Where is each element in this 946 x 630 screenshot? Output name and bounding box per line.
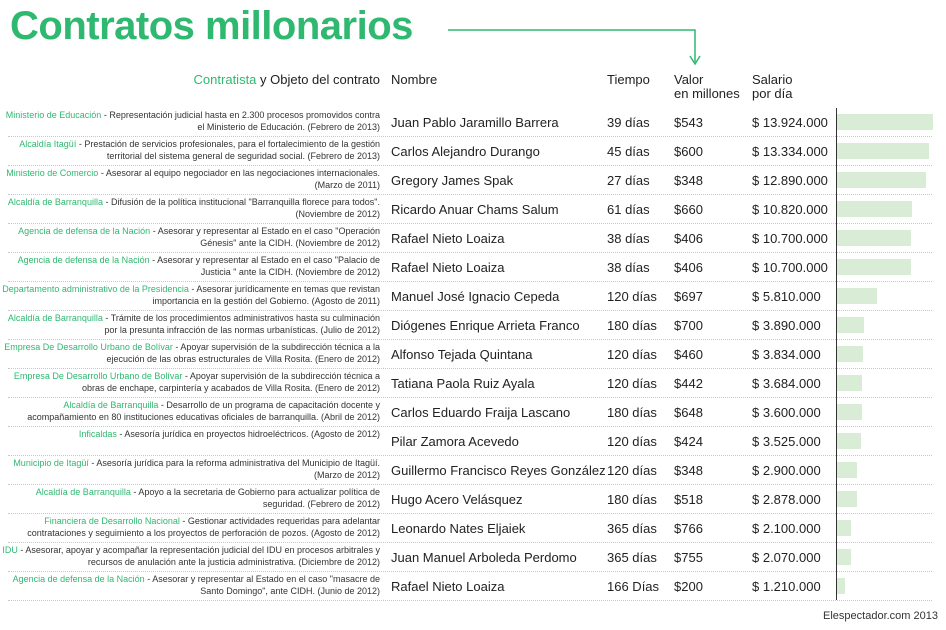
table-row	[0, 195, 946, 224]
contractor-entity: Alcaldía de Barranquilla	[63, 400, 159, 410]
contract-object: - Asesorar y representar al Estado en el caso "Palacio de Justicia " ante la CIDH. (Noviembre de 2012)	[149, 255, 380, 277]
header-nombre: Nombre	[391, 72, 438, 87]
daily-salary: $ 2.070.000	[752, 550, 821, 565]
daily-salary: $ 2.878.000	[752, 492, 821, 507]
contract-duration: 180 días	[607, 318, 657, 333]
row-divider	[8, 600, 932, 601]
contractor-name: Rafael Nieto Loaiza	[391, 260, 505, 275]
header-tiempo: Tiempo	[607, 72, 650, 87]
contractor-entity: Empresa De Desarrollo Urbano de Bolívar	[4, 342, 173, 352]
contractor-entity: Agencia de defensa de la Nación	[18, 226, 151, 236]
salary-bar	[837, 172, 926, 188]
header-salario: Salario por día	[752, 72, 793, 101]
contract-value: $648	[674, 405, 703, 420]
table-row	[0, 108, 946, 137]
contract-duration: 45 días	[607, 144, 650, 159]
salary-bar	[837, 578, 845, 594]
contract-description	[0, 399, 380, 423]
contract-duration: 120 días	[607, 434, 657, 449]
salary-bar	[837, 491, 857, 507]
contractor-name: Carlos Eduardo Fraija Lascano	[391, 405, 571, 420]
daily-salary: $ 3.890.000	[752, 318, 821, 333]
contract-value: $518	[674, 492, 703, 507]
contractor-name: Ricardo Anuar Chams Salum	[391, 202, 559, 217]
header-objeto: y Objeto del contrato	[256, 72, 380, 87]
contract-object: - Asesorar al equipo negociador en las negociaciones internacionales. (Marzo de 2011)	[98, 168, 380, 190]
contract-description	[0, 196, 380, 220]
contractor-name: Juan Pablo Jaramillo Barrera	[391, 115, 559, 130]
contract-object: - Difusión de la política institucional "Barranquilla florece para todos". (Noviembre de 2012)	[102, 197, 380, 219]
daily-salary: $ 3.684.000	[752, 376, 821, 391]
contract-value: $348	[674, 173, 703, 188]
contract-description	[0, 573, 380, 597]
contract-object: - Asesorar y representar al Estado en el caso "Operación Génesis" ante la CIDH. (Noviembre de 2012)	[150, 226, 380, 248]
daily-salary: $ 13.334.000	[752, 144, 828, 159]
contract-object: - Asesoría jurídica para la reforma administrativa del Municipio de Itagüí. (Marzo de 2012)	[88, 458, 380, 480]
contractor-name: Guillermo Francisco Reyes González	[391, 463, 606, 478]
contract-duration: 166 Días	[607, 579, 660, 594]
contractor-name: Rafael Nieto Loaiza	[391, 579, 505, 594]
contract-duration: 365 días	[607, 521, 657, 536]
contract-value: $766	[674, 521, 703, 536]
contract-object: - Trámite de los procedimientos administrativos hasta su culminación por la presunta infracción de las normas urbanísticas. (Julio de 2012)	[102, 313, 380, 335]
contractor-entity: Agencia de defensa de la Nación	[12, 574, 145, 584]
contract-duration: 180 días	[607, 492, 657, 507]
table-row	[0, 166, 946, 195]
contract-object: - Apoyar supervisión de la subdirección técnica a obras de enchape, carpintería y acabados de Villa Rosita. (Enero de 2012)	[81, 371, 380, 393]
table-row	[0, 572, 946, 601]
table-row	[0, 137, 946, 166]
contract-object: - Apoyo a la secretaria de Gobierno para actualizar política de seguridad. (Febrero de 2012)	[130, 487, 380, 509]
salary-bar	[837, 143, 929, 159]
contract-duration: 365 días	[607, 550, 657, 565]
contract-value: $755	[674, 550, 703, 565]
salary-bar	[837, 462, 857, 478]
contractor-name: Leonardo Nates Eljaiek	[391, 521, 526, 536]
contract-value: $660	[674, 202, 703, 217]
contractor-name: Manuel José Ignacio Cepeda	[391, 289, 560, 304]
contractor-entity: Alcaldía Itagüí	[19, 139, 77, 149]
contract-duration: 120 días	[607, 376, 657, 391]
contract-value: $460	[674, 347, 703, 362]
contractor-entity: Municipio de Itagüí	[13, 458, 89, 468]
salary-bar	[837, 549, 851, 565]
table-row	[0, 485, 946, 514]
contract-duration: 120 días	[607, 463, 657, 478]
contract-description	[0, 254, 380, 278]
salary-bar	[837, 114, 933, 130]
salary-bar	[837, 317, 864, 333]
contract-duration: 38 días	[607, 231, 650, 246]
daily-salary: $ 10.700.000	[752, 231, 828, 246]
contractor-name: Gregory James Spak	[391, 173, 514, 188]
contract-duration: 27 días	[607, 173, 650, 188]
contractor-entity: Departamento administrativo de la Presidencia	[2, 284, 189, 294]
header-contratista-objeto	[194, 73, 380, 87]
contractor-name: Juan Manuel Arboleda Perdomo	[391, 550, 577, 565]
daily-salary: $ 2.900.000	[752, 463, 821, 478]
daily-salary: $ 1.210.000	[752, 579, 821, 594]
table-row	[0, 369, 946, 398]
contractor-entity: Alcaldía de Barranquilla	[7, 197, 103, 207]
contract-object: - Prestación de servicios profesionales, para el fortalecimiento de la gestión territorial del sistema general de seguridad social. (Febrero de 2013)	[76, 139, 380, 161]
contract-value: $600	[674, 144, 703, 159]
table-row	[0, 456, 946, 485]
contract-duration: 120 días	[607, 289, 657, 304]
contract-description	[0, 225, 380, 249]
contract-duration: 120 días	[607, 347, 657, 362]
salary-bar	[837, 404, 862, 420]
table-row	[0, 224, 946, 253]
contract-description	[0, 283, 380, 307]
table-row	[0, 282, 946, 311]
salary-bar	[837, 230, 911, 246]
contractor-name: Hugo Acero Velásquez	[391, 492, 523, 507]
daily-salary: $ 3.834.000	[752, 347, 821, 362]
table-row	[0, 427, 946, 456]
daily-salary: $ 3.525.000	[752, 434, 821, 449]
contract-description	[0, 544, 380, 568]
daily-salary: $ 5.810.000	[752, 289, 821, 304]
contract-description	[0, 515, 380, 539]
header-valor: Valor en millones	[674, 72, 740, 101]
contractor-name: Pilar Zamora Acevedo	[391, 434, 519, 449]
contract-object: - Asesorar, apoyar y acompañar la representación judicial del IDU en procesos arbitrales y recursos de anulación ante la justicia administrativa. (Diciembre de 2012)	[17, 545, 380, 567]
table-row	[0, 253, 946, 282]
contractor-name: Tatiana Paola Ruiz Ayala	[391, 376, 535, 391]
contract-value: $424	[674, 434, 703, 449]
contract-value: $700	[674, 318, 703, 333]
contractor-entity: Empresa De Desarrollo Urbano de Bolívar	[13, 371, 183, 381]
contractor-entity: Agencia de defensa de la Nación	[17, 255, 150, 265]
contract-description	[0, 312, 380, 336]
contract-description	[0, 486, 380, 510]
contract-value: $406	[674, 260, 703, 275]
contractor-entity: Ministerio de Comercio	[6, 168, 99, 178]
contract-duration: 180 días	[607, 405, 657, 420]
contract-description	[0, 109, 380, 133]
salary-bar	[837, 259, 911, 275]
daily-salary: $ 2.100.000	[752, 521, 821, 536]
contract-value: $442	[674, 376, 703, 391]
salary-bar	[837, 201, 912, 217]
page-title: Contratos millonarios	[10, 4, 413, 48]
daily-salary: $ 10.820.000	[752, 202, 828, 217]
table-row	[0, 340, 946, 369]
contractor-entity: Alcaldía de Barranquilla	[7, 313, 103, 323]
contract-duration: 38 días	[607, 260, 650, 275]
contract-description	[0, 341, 380, 365]
daily-salary: $ 10.700.000	[752, 260, 828, 275]
contract-object: - Apoyar supervisión de la subdirección técnica a la ejecución de las obras estructurales de Villa Rosita. (Enero de 2012)	[106, 342, 380, 364]
contract-object: - Asesoría jurídica en proyectos hidroeléctricos. (Agosto de 2012)	[116, 429, 380, 439]
salary-bar	[837, 346, 863, 362]
table-row	[0, 398, 946, 427]
contract-object: - Asesorar y representar al Estado en el caso "masacre de Santo Domingo", ante CIDH. (Junio de 2012)	[144, 574, 380, 596]
contractor-entity: Ministerio de Educación	[5, 110, 102, 120]
contractor-entity: IDU	[2, 545, 18, 555]
contractor-name: Carlos Alejandro Durango	[391, 144, 540, 159]
table-row	[0, 311, 946, 340]
contractor-name: Diógenes Enrique Arrieta Franco	[391, 318, 580, 333]
contract-object: - Gestionar actividades requeridas para adelantar contrataciones y seguimiento a los proyectos de perforación de pozos. (Agosto de 2012)	[27, 516, 380, 538]
contract-object: - Asesorar jurídicamente en temas que revistan importancia en la gestión del Gobierno. (Agosto de 2011)	[152, 284, 380, 306]
salary-bar	[837, 520, 851, 536]
contractor-entity: Inficaldas	[78, 429, 117, 439]
contract-description	[0, 457, 380, 481]
contract-duration: 61 días	[607, 202, 650, 217]
contract-value: $200	[674, 579, 703, 594]
contract-description	[0, 167, 380, 191]
contract-object: - Representación judicial hasta en 2.300 procesos promovidos contra el Ministerio de Educación. (Febrero de 2013)	[101, 110, 380, 132]
contract-object: - Desarrollo de un programa de capacitación docente y acompañamiento en 80 instituciones educativas oficiales de barranquilla. (Abril de 2012)	[27, 400, 380, 422]
contractor-entity: Financiera de Desarrollo Nacional	[44, 516, 180, 526]
contract-description	[0, 370, 380, 394]
salary-bar	[837, 375, 862, 391]
table-row	[0, 543, 946, 572]
daily-salary: $ 3.600.000	[752, 405, 821, 420]
daily-salary: $ 12.890.000	[752, 173, 828, 188]
contract-value: $406	[674, 231, 703, 246]
contract-value: $543	[674, 115, 703, 130]
contract-duration: 39 días	[607, 115, 650, 130]
source-credit: Elespectador.com 2013	[823, 610, 938, 622]
table-row	[0, 514, 946, 543]
contractor-name: Rafael Nieto Loaiza	[391, 231, 505, 246]
contractor-name: Alfonso Tejada Quintana	[391, 347, 533, 362]
salary-bar	[837, 288, 877, 304]
contract-description	[0, 138, 380, 162]
contract-value: $697	[674, 289, 703, 304]
contractor-entity: Alcaldía de Barranquilla	[35, 487, 131, 497]
contract-value: $348	[674, 463, 703, 478]
header-contratista: Contratista	[193, 72, 257, 87]
daily-salary: $ 13.924.000	[752, 115, 828, 130]
contract-description	[0, 428, 380, 440]
bar-axis-line	[836, 108, 837, 600]
salary-bar	[837, 433, 861, 449]
